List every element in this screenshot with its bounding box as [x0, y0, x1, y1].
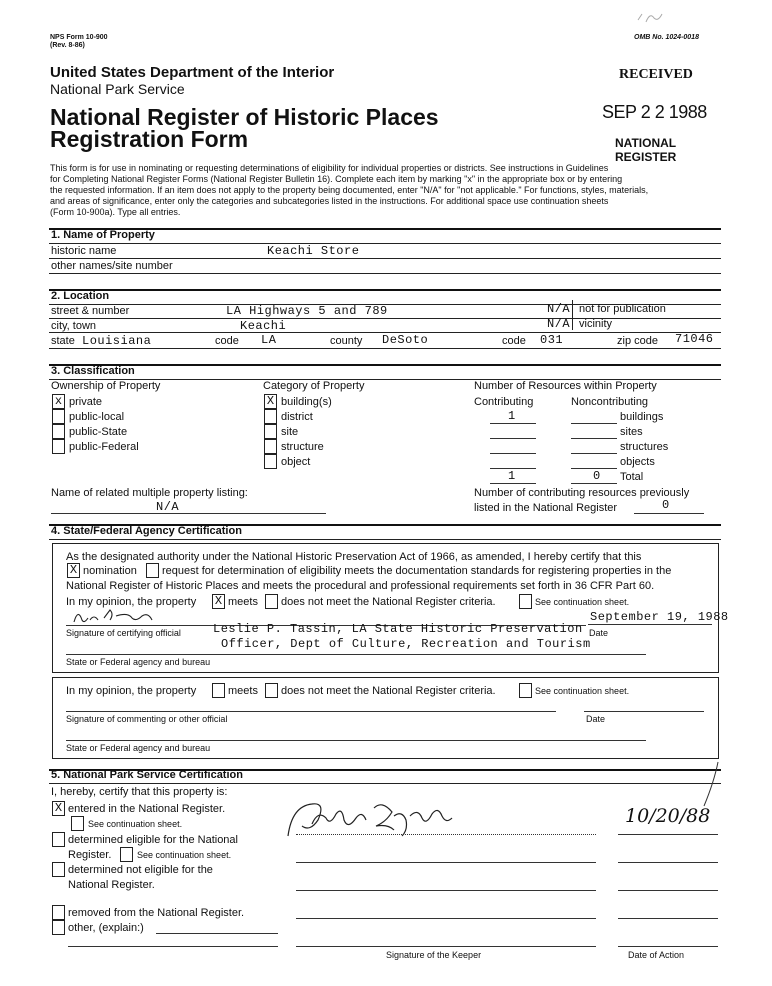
cert-line-1: As the designated authority under the National Historic Preservation Act of 1966, as amended, I hereby certify that this: [66, 551, 642, 563]
stamp-date: SEP 2 2 1988: [602, 102, 707, 122]
commenting-continuation-label: See continuation sheet.: [535, 686, 630, 696]
form-revision: (Rev. 8-86): [50, 42, 85, 49]
commenting-continuation-checkbox[interactable]: [519, 683, 532, 698]
category-district-label: district: [281, 411, 313, 423]
stamp-register: REGISTER: [615, 150, 677, 164]
request-checkbox[interactable]: [146, 563, 159, 578]
previous-listed-label-1: Number of contributing resources previously: [474, 487, 690, 499]
other-label: other, (explain:): [68, 922, 144, 934]
street-label: street & number: [51, 305, 130, 317]
previous-listed-value[interactable]: 0: [662, 498, 670, 512]
nomination-label: nomination: [83, 565, 137, 577]
ownership-public-state-checkbox[interactable]: [52, 424, 65, 439]
state-value[interactable]: Louisiana: [82, 334, 152, 348]
determined-eligible-checkbox[interactable]: [52, 832, 65, 847]
date-of-action-label: Date of Action: [628, 950, 685, 960]
pen-stroke: [698, 760, 722, 815]
related-listing-value[interactable]: N/A: [156, 500, 180, 514]
buildings-contributing[interactable]: 1: [508, 409, 516, 423]
category-site-checkbox[interactable]: [264, 424, 277, 439]
entered-checkbox[interactable]: X: [52, 801, 65, 816]
street-value[interactable]: LA Highways 5 and 789: [226, 304, 388, 318]
total-noncontributing[interactable]: 0: [593, 469, 601, 483]
stamp-received: RECEIVED: [619, 67, 693, 82]
commenting-not-meet-checkbox[interactable]: [265, 683, 278, 698]
nomination-checkbox[interactable]: X: [67, 563, 80, 578]
meets-checkbox[interactable]: X: [212, 594, 225, 609]
ownership-private-label: private: [69, 396, 103, 408]
commenting-meets-label: meets: [228, 685, 258, 697]
certification-date-label: Date: [589, 628, 609, 638]
county-code-label: code: [502, 335, 526, 347]
noncontributing-heading: Noncontributing: [571, 396, 649, 408]
county-label: county: [330, 335, 363, 347]
commenting-date-label: Date: [586, 714, 606, 724]
state-agency-label: State or Federal agency and bureau: [66, 657, 211, 667]
removed-label: removed from the National Register.: [68, 907, 245, 919]
nps-cert-intro: I, hereby, certify that this property is:: [51, 786, 228, 798]
ownership-public-local-checkbox[interactable]: [52, 409, 65, 424]
intro-text: This form is for use in nominating or requesting determinations of eligibility for individual properties or districts. See instructions in Guidelines for Completing National Register Forms (National Register Bulletin 16). Complete each item by marking "x" in the appropriate box or by entering the requested information. If an item does not apply to the property being documented, enter "N/A" for "not applicable." For functions, styles, materials, and areas of significance, enter only the categories and subcategories listed in the instructions. For additional space use continuation sheets (Form 10-900a). Type all entries.: [50, 163, 649, 217]
commenting-signature-label: Signature of commenting or other official: [66, 714, 228, 724]
city-value[interactable]: Keachi: [240, 319, 287, 333]
ownership-public-federal-label: public-Federal: [69, 441, 139, 453]
vicinity-label: vicinity: [579, 318, 613, 330]
not-for-publication-label: not for publication: [579, 303, 666, 315]
zip-value[interactable]: 71046: [675, 332, 714, 346]
ownership-public-local-label: public-local: [69, 411, 125, 423]
service-name: National Park Service: [50, 81, 185, 97]
meets-label: meets: [228, 596, 258, 608]
ownership-public-federal-checkbox[interactable]: [52, 439, 65, 454]
state-code-label: code: [215, 335, 239, 347]
entered-continuation-checkbox[interactable]: [71, 816, 84, 831]
commenting-not-meet-label: does not meet the National Register criteria.: [281, 685, 496, 697]
certifying-signature-label: Signature of certifying official: [66, 628, 181, 638]
objects-label: objects: [620, 456, 655, 468]
ownership-private-checkbox[interactable]: x: [52, 394, 65, 409]
category-heading: Category of Property: [263, 380, 365, 392]
structures-label: structures: [620, 441, 669, 453]
category-structure-label: structure: [281, 441, 324, 453]
zip-label: zip code: [617, 335, 658, 347]
entered-continuation-label: See continuation sheet.: [88, 819, 183, 829]
cert-line-3: National Register of Historic Places and meets the procedural and professional requirements set forth in 36 CFR Part 60.: [66, 580, 655, 592]
opinion-text: In my opinion, the property: [66, 596, 197, 608]
determined-eligible-label-2: Register.: [68, 849, 112, 861]
cert-line-2: request for determination of eligibility meets the documentation standards for registering properties in the: [162, 565, 672, 577]
category-district-checkbox[interactable]: [264, 409, 277, 424]
department-name: United States Department of the Interior: [50, 64, 335, 81]
eligible-continuation-checkbox[interactable]: [120, 847, 133, 862]
determined-not-eligible-label-2: National Register.: [68, 879, 155, 891]
keeper-signature: [282, 796, 482, 851]
pencil-mark: [636, 10, 666, 24]
section-5-title: 5. National Park Service Certification: [51, 769, 243, 781]
category-building-label: building(s): [281, 396, 332, 408]
vicinity-mark[interactable]: N/A: [547, 317, 571, 331]
form-title-line1: National Register of Historic Places: [50, 104, 439, 130]
eligible-continuation-label: See continuation sheet.: [137, 850, 232, 860]
resources-heading: Number of Resources within Property: [474, 380, 657, 392]
category-building-checkbox[interactable]: X: [264, 394, 277, 409]
omb-number: OMB No. 1024-0018: [634, 34, 699, 41]
state-label: state: [51, 335, 75, 347]
category-site-label: site: [281, 426, 299, 438]
determined-not-eligible-label-1: determined not eligible for the: [68, 864, 213, 876]
historic-name-value[interactable]: Keachi Store: [267, 244, 360, 258]
stamp-national: NATIONAL: [615, 136, 677, 150]
certifying-official-name-1[interactable]: Leslie P. Tassin, LA State Historic Preservation: [213, 622, 583, 636]
certification-date-value[interactable]: September 19, 1988: [590, 610, 729, 624]
commenting-meets-checkbox[interactable]: [212, 683, 225, 698]
total-label: Total: [620, 471, 644, 483]
continuation-checkbox[interactable]: [519, 594, 532, 609]
city-label: city, town: [51, 320, 97, 332]
section-2-title: 2. Location: [51, 290, 110, 302]
keeper-signature-label: Signature of the Keeper: [386, 950, 482, 960]
certifying-official-name-2[interactable]: Officer, Dept of Culture, Recreation and Tourism: [221, 637, 591, 651]
form-title-line2: Registration Form: [50, 126, 249, 152]
section-3-title: 3. Classification: [51, 365, 135, 377]
other-names-label: other names/site number: [51, 260, 173, 272]
not-meet-checkbox[interactable]: [265, 594, 278, 609]
historic-name-label: historic name: [51, 245, 117, 257]
action-date-handwritten[interactable]: 10/20/88: [625, 805, 711, 827]
removed-checkbox[interactable]: [52, 905, 65, 920]
determined-eligible-label-1: determined eligible for the National: [68, 834, 238, 846]
category-structure-checkbox[interactable]: [264, 439, 277, 454]
other-checkbox[interactable]: [52, 920, 65, 935]
form-number: NPS Form 10-900: [50, 34, 108, 41]
contributing-heading: Contributing: [474, 396, 534, 408]
county-code-value[interactable]: 031: [540, 333, 564, 347]
not-meet-label: does not meet the National Register criteria.: [281, 596, 496, 608]
section-4-title: 4. State/Federal Agency Certification: [51, 525, 242, 537]
determined-not-eligible-checkbox[interactable]: [52, 862, 65, 877]
continuation-label: See continuation sheet.: [535, 597, 630, 607]
entered-label: entered in the National Register.: [68, 803, 226, 815]
county-value[interactable]: DeSoto: [382, 333, 429, 347]
buildings-label: buildings: [620, 411, 664, 423]
not-for-publication-mark[interactable]: N/A: [547, 302, 571, 316]
sites-label: sites: [620, 426, 643, 438]
category-object-checkbox[interactable]: [264, 454, 277, 469]
state-code-value[interactable]: LA: [261, 333, 277, 347]
total-contributing[interactable]: 1: [508, 469, 516, 483]
category-object-label: object: [281, 456, 311, 468]
ownership-heading: Ownership of Property: [51, 380, 161, 392]
commenting-agency-label: State or Federal agency and bureau: [66, 743, 211, 753]
previous-listed-label-2: listed in the National Register: [474, 502, 618, 514]
related-listing-label: Name of related multiple property listing:: [51, 487, 248, 499]
section-1-title: 1. Name of Property: [51, 229, 155, 241]
ownership-public-state-label: public-State: [69, 426, 128, 438]
commenting-opinion-text: In my opinion, the property: [66, 685, 197, 697]
